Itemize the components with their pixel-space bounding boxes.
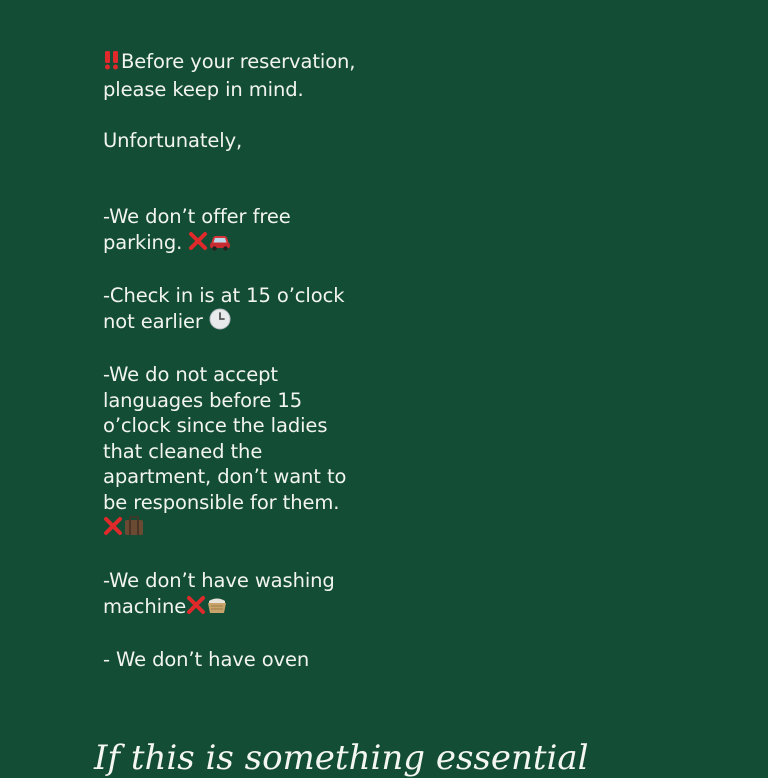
- rule-oven-line: - We don’t have oven: [103, 647, 310, 671]
- rule-luggage: [103, 362, 371, 543]
- rule-luggage-icons: [103, 515, 371, 543]
- rule-luggage-line-2: languages before 15: [103, 388, 303, 412]
- laundry-icon: [206, 595, 228, 622]
- luggage-icon: [123, 516, 145, 543]
- cross-mark-icon: [186, 595, 206, 622]
- rule-washing-machine: [103, 568, 371, 621]
- rule-parking: [103, 204, 371, 257]
- intro-line-2: please keep in mind.: [103, 77, 304, 101]
- rule-luggage-line-4: that cleaned the: [103, 439, 263, 463]
- closing-heading: If this is something essential: [94, 738, 589, 778]
- rule-luggage-line-3: o’clock since the ladies: [103, 414, 328, 437]
- rule-check-in-line-1: -Check in is at 15 o’clock: [103, 283, 345, 307]
- rule-luggage-line-6: be responsible for them.: [103, 490, 340, 514]
- rule-parking-line-1: -We don’t offer free: [103, 205, 291, 228]
- unfortunately-paragraph: [103, 128, 371, 154]
- rule-check-in-line-2: [103, 308, 371, 337]
- house-rules-notice: [103, 49, 371, 698]
- rule-check-in-text-2: not earlier: [103, 310, 203, 333]
- intro-line-1: [103, 49, 371, 77]
- cross-mark-icon: [188, 231, 208, 258]
- clock-icon: [209, 308, 231, 337]
- rule-washing-line-2: [103, 594, 371, 622]
- rule-check-in: [103, 283, 371, 337]
- rule-luggage-line-5: apartment, don’t want to: [103, 465, 347, 488]
- rule-parking-text-2: parking.: [103, 230, 183, 254]
- rule-oven: [103, 647, 371, 673]
- cross-mark-icon: [103, 516, 123, 543]
- rule-parking-line-2: [103, 230, 371, 258]
- double-exclamation-icon: [103, 50, 121, 77]
- intro-paragraph: [103, 49, 371, 102]
- rule-washing-line-1: -We don’t have washing: [103, 569, 335, 592]
- car-icon: [208, 231, 232, 258]
- intro-text-line-1: Before your reservation,: [121, 50, 356, 73]
- unfortunately-text: Unfortunately,: [103, 128, 243, 152]
- rule-washing-text-2: machine: [103, 594, 187, 618]
- rule-luggage-line-1: -We do not accept: [103, 363, 278, 386]
